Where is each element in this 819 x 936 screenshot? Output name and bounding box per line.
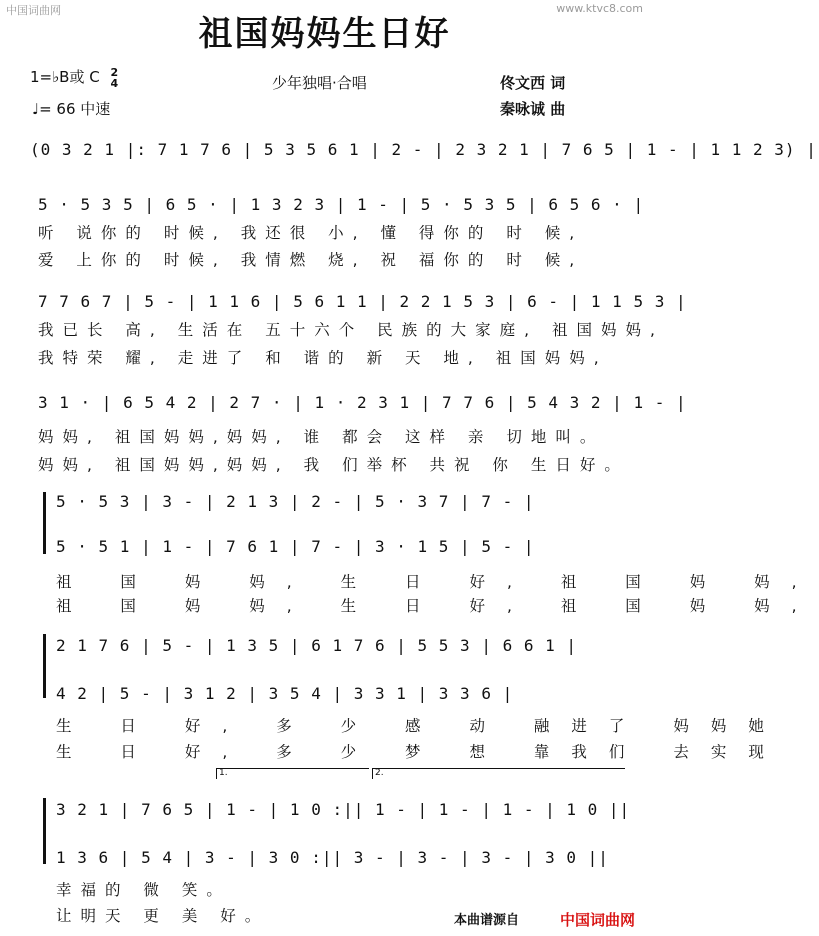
volta-2: 2.: [372, 768, 625, 779]
system-1-notes: (0 3 2 1 |: 7 1 7 6 | 5 3 5 6 1 | 2 - | 2 3 2 1 | 7 6 5 | 1 - | 1 1 2 3) |: [30, 140, 817, 159]
system-7-lyrics-2: 让明天 更 美 好。: [56, 907, 270, 925]
time-top: 2: [110, 65, 119, 79]
system-3-lyrics-1: 我已长 高, 生活在 五十六个 民族的大家庭, 祖国妈妈,: [38, 321, 664, 339]
system-7-lyrics-1: 幸福的 微 笑。: [56, 881, 231, 899]
key-text: 1=♭B或 C: [30, 68, 100, 86]
system-5-brace: [43, 492, 46, 554]
system-6-notes-upper: 2 1 7 6 | 5 - | 1 3 5 | 6 1 7 6 | 5 5 3 | 6 6 1 |: [56, 636, 578, 655]
time-signature: [111, 67, 119, 89]
system-2-lyrics-1: 听 说你的 时候, 我还很 小, 懂 得你的 时 候,: [38, 224, 584, 242]
song-title: 祖国妈妈生日好: [198, 14, 451, 54]
system-6-lyrics-2: 生 日 好, 多 少 梦 想 靠我们 去实现: [56, 743, 786, 761]
system-6-lyrics-1: 生 日 好, 多 少 感 动 融进了 妈妈她: [56, 717, 786, 735]
system-4-lyrics-1: 妈妈, 祖国妈妈,妈妈, 谁 都会 这样 亲 切地叫。: [38, 428, 605, 446]
system-5-lyrics-1: 祖 国 妈 妈, 生 日 好, 祖 国 妈 妈,: [56, 573, 819, 591]
system-3-notes: 7 7 6 7 | 5 - | 1 1 6 | 5 6 1 1 | 2 2 1 5 3 | 6 - | 1 1 5 3 |: [38, 292, 687, 311]
system-3-lyrics-2: 我特荣 耀, 走进了 和 谐的 新 天 地, 祖国妈妈,: [38, 349, 608, 367]
system-5-notes-upper: 5 · 5 3 | 3 - | 2 1 3 | 2 - | 5 · 3 7 | 7 - |: [56, 492, 535, 511]
footer-source: 本曲谱源自: [453, 913, 519, 928]
system-4-notes: 3 1 · | 6 5 4 2 | 2 7 · | 1 · 2 3 1 | 7 7 6 | 5 4 3 2 | 1 - |: [38, 393, 687, 412]
system-6-notes-lower: 4 2 | 5 - | 3 1 2 | 3 5 4 | 3 3 1 | 3 3 6 |: [56, 684, 514, 703]
system-7-notes-upper: 3 2 1 | 7 6 5 | 1 - | 1 0 :|| 1 - | 1 - | 1 - | 1 0 ||: [56, 800, 631, 819]
system-2-lyrics-2: 爱 上你的 时候, 我情燃 烧, 祝 福你的 时 候,: [38, 251, 584, 269]
watermark-right: www.ktvc8.com: [556, 2, 643, 15]
volta-1: 1.: [216, 768, 369, 779]
system-7-brace: [43, 798, 46, 864]
system-4-lyrics-2: 妈妈, 祖国妈妈,妈妈, 我 们举杯 共祝 你 生日好。: [38, 456, 629, 474]
lyricist: 佟文西 词: [500, 74, 566, 92]
footer-site-link[interactable]: 中国词曲网: [559, 911, 635, 929]
watermark-left: 中国词曲网: [6, 4, 61, 17]
system-7-notes-lower: 1 3 6 | 5 4 | 3 - | 3 0 :|| 3 - | 3 - | 3 - | 3 0 ||: [56, 848, 609, 867]
key-signature: [30, 66, 118, 89]
time-bottom: 4: [110, 76, 119, 90]
tempo-mark: ♩= 66 中速: [32, 100, 111, 118]
composer: 秦咏诚 曲: [500, 100, 566, 118]
performance-form: 少年独唱·合唱: [272, 74, 367, 92]
system-5-lyrics-2: 祖 国 妈 妈, 生 日 好, 祖 国 妈 妈,: [56, 597, 819, 615]
system-2-notes: 5 · 5 3 5 | 6 5 · | 1 3 2 3 | 1 - | 5 · 5 3 5 | 6 5 6 · |: [38, 195, 645, 214]
system-6-brace: [43, 634, 46, 698]
system-5-notes-lower: 5 · 5 1 | 1 - | 7 6 1 | 7 - | 3 · 1 5 | 5 - |: [56, 537, 535, 556]
